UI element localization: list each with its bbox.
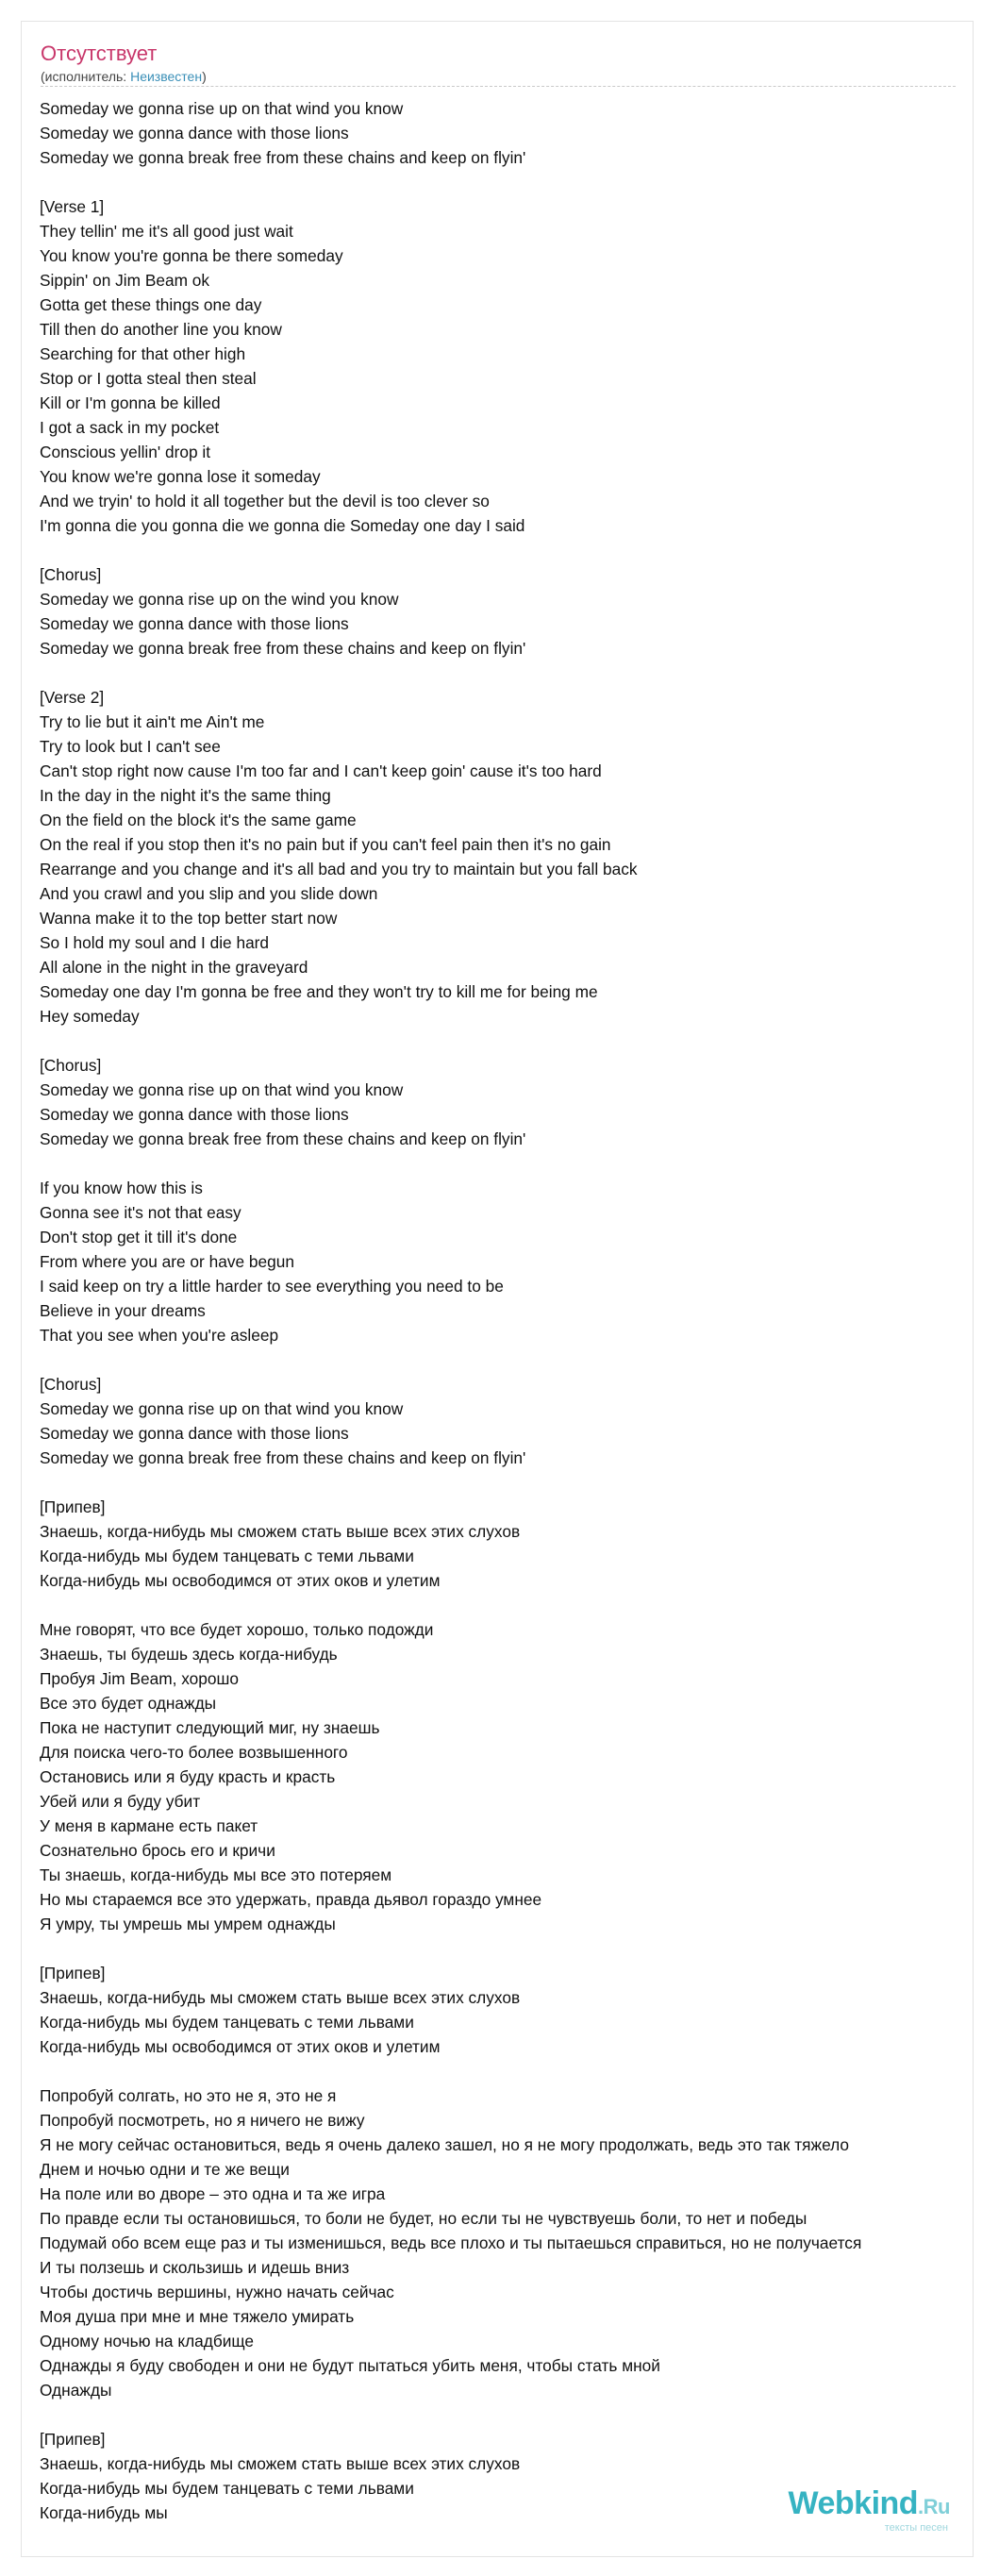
lyric-line: Знаешь, когда-нибудь мы сможем стать выше всех этих слухов	[40, 2454, 521, 2473]
lyric-line: Для поиска чего-то более возвышенного	[40, 1743, 348, 1762]
lyric-line: Wanna make it to the top better start now	[40, 909, 338, 928]
lyric-line: [Припев]	[40, 2430, 106, 2449]
lyric-line: All alone in the night in the graveyard	[40, 958, 308, 977]
song-title: Отсутствует	[41, 42, 158, 65]
lyric-line: Don't stop get it till it's done	[40, 1228, 238, 1246]
song-header	[41, 41, 956, 85]
lyric-line: Someday we gonna dance with those lions	[40, 614, 349, 633]
artist-line	[41, 68, 956, 85]
lyric-blank-line	[40, 1593, 974, 1617]
lyric-line: I'm gonna die you gonna die we gonna die Someday one day I said	[40, 516, 525, 535]
lyric-line: Rearrange and you change and it's all bad and you try to maintain but you fall back	[40, 860, 638, 878]
lyric-blank-line	[40, 1029, 974, 1053]
lyric-line: You know we're gonna lose it someday	[40, 467, 321, 486]
lyric-line: Сознательно брось его и кричи	[40, 1841, 275, 1860]
lyric-line: По правде если ты остановишься, то боли не будет, но если ты не чувствуешь боли, то нет и победы	[40, 2209, 808, 2228]
lyric-line: Can't stop right now cause I'm too far and I can't keep goin' cause it's too hard	[40, 761, 602, 780]
lyric-line: Someday we gonna break free from these chains and keep on flyin'	[40, 1129, 526, 1148]
lyric-line: Sippin' on Jim Beam ok	[40, 271, 210, 290]
lyric-blank-line	[40, 1936, 974, 1961]
lyric-line: Чтобы достичь вершины, нужно начать сейчас	[40, 2283, 394, 2301]
lyric-line: On the real if you stop then it's no pain but if you can't feel pain then it's no gain	[40, 835, 611, 854]
lyric-line: Но мы стараемся все это удержать, правда дьявол гораздо умнее	[40, 1890, 542, 1909]
lyric-line: Однажды	[40, 2381, 112, 2400]
artist-prefix: (исполнитель:	[41, 69, 131, 84]
lyric-line: Someday we gonna break free from these chains and keep on flyin'	[40, 148, 526, 167]
lyric-line: They tellin' me it's all good just wait	[40, 222, 293, 241]
lyric-line: [Chorus]	[40, 1375, 102, 1394]
lyric-line: Днем и ночью одни и те же вещи	[40, 2160, 290, 2179]
lyric-line: Someday we gonna break free from these chains and keep on flyin'	[40, 1448, 526, 1467]
lyric-blank-line	[40, 2059, 974, 2083]
lyric-line: Попробуй посмотреть, но я ничего не вижу	[40, 2111, 365, 2130]
lyric-line: Stop or I gotta steal then steal	[40, 369, 257, 388]
lyric-line: Someday we gonna rise up on that wind you know	[40, 1399, 404, 1418]
lyric-line: Подумай обо всем еще раз и ты изменишься, ведь все плохо и ты пытаешься справиться, но не получается	[40, 2233, 862, 2252]
lyric-line: На поле или во дворе – это одна и та же игра	[40, 2184, 386, 2203]
lyric-blank-line	[40, 1151, 974, 1176]
lyric-line: And we tryin' to hold it all together but the devil is too clever so	[40, 492, 490, 510]
lyric-line: Я умру, ты умрешь мы умрем однажды	[40, 1915, 336, 1933]
lyric-line: Searching for that other high	[40, 344, 246, 363]
lyric-line: Когда-нибудь мы освободимся от этих оков и улетим	[40, 1571, 441, 1590]
lyric-blank-line	[40, 538, 974, 562]
logo-suffix: .Ru	[918, 2495, 950, 2518]
lyric-line: If you know how this is	[40, 1179, 203, 1197]
lyric-line: Когда-нибудь мы будем танцевать с теми львами	[40, 2013, 414, 2032]
lyric-line: [Verse 2]	[40, 688, 105, 707]
lyric-line: [Chorus]	[40, 565, 102, 584]
lyric-blank-line	[40, 2402, 974, 2427]
lyric-line: Try to lie but it ain't me Ain't me	[40, 712, 265, 731]
lyric-line: Моя душа при мне и мне тяжело умирать	[40, 2307, 355, 2326]
lyric-line: Пока не наступит следующий миг, ну знаешь	[40, 1718, 380, 1737]
lyric-line: So I hold my soul and I die hard	[40, 933, 270, 952]
lyric-line: И ты ползешь и скользишь и идешь вниз	[40, 2258, 350, 2277]
lyric-line: Someday we gonna break free from these chains and keep on flyin'	[40, 639, 526, 658]
lyric-line: Знаешь, когда-нибудь мы сможем стать выше всех этих слухов	[40, 1988, 521, 2007]
lyric-line: Ты знаешь, когда-нибудь мы все это потеряем	[40, 1865, 392, 1884]
lyric-line: And you crawl and you slip and you slide down	[40, 884, 378, 903]
lyric-line: Знаешь, ты будешь здесь когда-нибудь	[40, 1645, 338, 1664]
lyric-line: Я не могу сейчас остановиться, ведь я очень далеко зашел, но я не могу продолжать, ведь это так тяжело	[40, 2135, 850, 2154]
lyrics-page	[21, 21, 974, 2557]
lyric-blank-line	[40, 1470, 974, 1495]
lyric-line: Someday we gonna rise up on the wind you know	[40, 590, 399, 609]
lyric-line: Убей или я буду убит	[40, 1792, 201, 1811]
lyric-line: Believe in your dreams	[40, 1301, 206, 1320]
lyric-line: Till then do another line you know	[40, 320, 282, 339]
lyric-line: Когда-нибудь мы будем танцевать с теми львами	[40, 1547, 414, 1565]
lyric-line: Все это будет однажды	[40, 1694, 217, 1713]
lyric-line: You know you're gonna be there someday	[40, 246, 343, 265]
lyric-line: In the day in the night it's the same thing	[40, 786, 331, 805]
lyric-line: [Verse 1]	[40, 197, 105, 216]
lyric-line: Gonna see it's not that easy	[40, 1203, 241, 1222]
lyric-line: Когда-нибудь мы будем танцевать с теми львами	[40, 2479, 414, 2498]
artist-link[interactable]: Неизвестен	[130, 69, 203, 84]
logo-main: Webkind	[788, 2485, 919, 2521]
lyric-line: I got a sack in my pocket	[40, 418, 220, 437]
lyric-line: Hey someday	[40, 1007, 140, 1026]
lyric-line: Остановись или я буду красть и красть	[40, 1767, 336, 1786]
lyric-line: Someday we gonna rise up on that wind you know	[40, 99, 404, 118]
lyric-blank-line	[40, 170, 974, 194]
lyric-line: Попробуй солгать, но это не я, это не я	[40, 2086, 337, 2105]
lyric-line: That you see when you're asleep	[40, 1326, 279, 1345]
header-divider	[41, 86, 956, 87]
lyric-line: Мне говорят, что все будет хорошо, только подожди	[40, 1620, 434, 1639]
artist-suffix: )	[202, 69, 207, 84]
lyric-line: Conscious yellin' drop it	[40, 443, 210, 461]
lyric-line: Когда-нибудь мы освободимся от этих оков и улетим	[40, 2037, 441, 2056]
lyric-line: Someday we gonna rise up on that wind you know	[40, 1080, 404, 1099]
lyrics-body	[40, 96, 974, 2525]
lyric-line: Пробуя Jim Beam, хорошо	[40, 1669, 239, 1688]
lyric-line: From where you are or have begun	[40, 1252, 294, 1271]
lyric-line: Когда-нибудь мы	[40, 2503, 168, 2522]
lyric-line: [Припев]	[40, 1497, 106, 1516]
lyric-line: [Chorus]	[40, 1056, 102, 1075]
lyric-line: Kill or I'm gonna be killed	[40, 393, 221, 412]
lyric-line: Someday we gonna dance with those lions	[40, 1105, 349, 1124]
lyric-line: Gotta get these things one day	[40, 295, 262, 314]
lyric-line: У меня в кармане есть пакет	[40, 1816, 258, 1835]
lyric-blank-line	[40, 1347, 974, 1372]
lyric-line: Однажды я буду свободен и они не будут пытаться убить меня, чтобы стать мной	[40, 2356, 660, 2375]
lyric-line: [Припев]	[40, 1964, 106, 1982]
site-logo[interactable]	[789, 2486, 951, 2534]
lyric-line: Try to look but I can't see	[40, 737, 221, 756]
lyric-line: Знаешь, когда-нибудь мы сможем стать выше всех этих слухов	[40, 1522, 521, 1541]
lyric-line: Someday we gonna dance with those lions	[40, 1424, 349, 1443]
logo-subtitle: тексты песен	[884, 2522, 948, 2534]
lyric-line: On the field on the block it's the same game	[40, 811, 357, 829]
lyric-line: I said keep on try a little harder to see everything you need to be	[40, 1277, 504, 1296]
lyric-line: Someday we gonna dance with those lions	[40, 124, 349, 142]
lyric-blank-line	[40, 661, 974, 685]
lyric-line: Someday one day I'm gonna be free and they won't try to kill me for being me	[40, 982, 598, 1001]
lyric-line: Одному ночью на кладбище	[40, 2332, 255, 2350]
